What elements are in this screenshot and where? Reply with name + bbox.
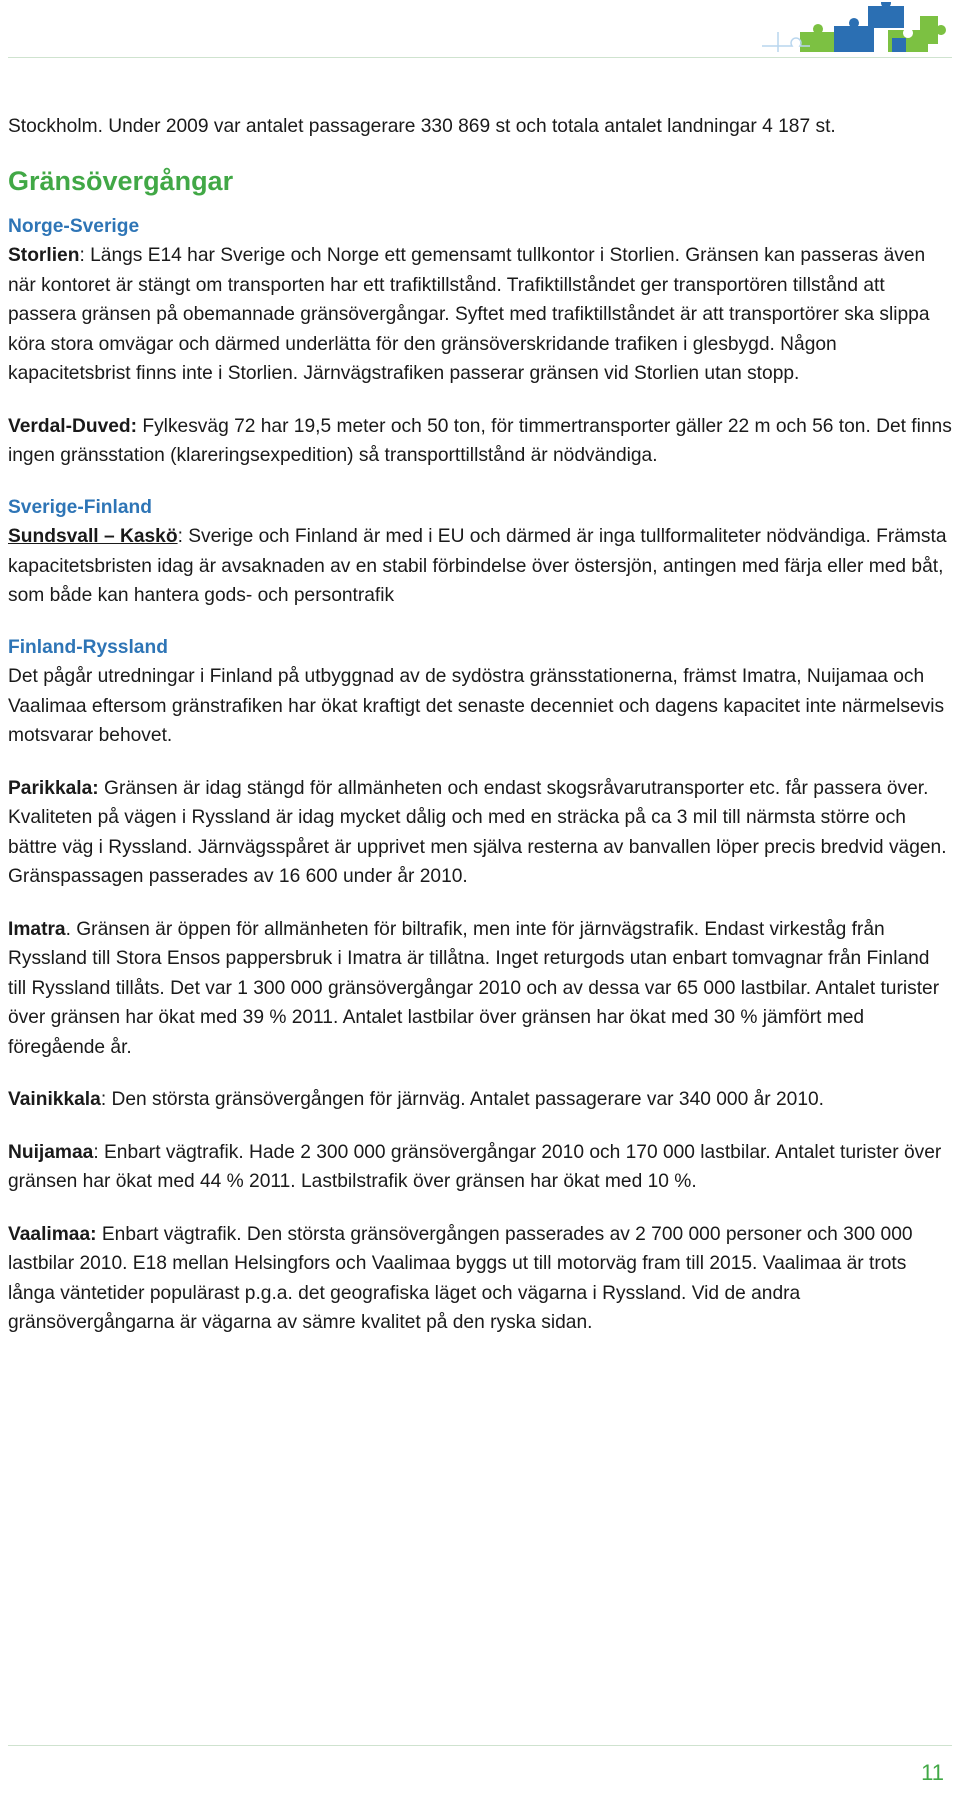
- paragraph-parikkala: [8, 774, 952, 892]
- subheading-finland-ryssland: Finland-Ryssland: [8, 636, 168, 658]
- text-nuijamaa: : Enbart vägtrafik. Hade 2 300 000 gränsövergångar 2010 och 170 000 lastbilar. Antalet turister över gränsen har ökat med 44 % 2011. Lastbilstrafik över gränsen har ökat med 10 %.: [8, 1141, 942, 1192]
- label-imatra: Imatra: [8, 918, 66, 940]
- label-storlien: Storlien: [8, 245, 80, 266]
- text-sundsvall-kasko: : Sverige och Finland är med i EU och därmed är inga tullformaliteter nödvändiga. Främsta kapacitetsbristen idag är avsaknaden av en stabil förbindelse över östersjön, antingen med färja eller med båt, som både kan hantera gods- och persontrafik: [8, 526, 947, 606]
- label-vaalimaa: Vaalimaa:: [8, 1223, 97, 1245]
- label-nuijamaa: Nuijamaa: [8, 1141, 94, 1163]
- paragraph-vainikkala: [8, 1085, 952, 1115]
- document-body: [8, 112, 952, 1338]
- label-vainikkala: Vainikkala: [8, 1089, 101, 1110]
- text-vainikkala: : Den största gränsövergången för järnväg. Antalet passagerare var 340 000 år 2010.: [100, 1089, 824, 1110]
- page-number: 11: [921, 1760, 944, 1785]
- text-imatra: . Gränsen är öppen för allmänheten för biltrafik, men inte för järnvägstrafik. Endast virkeståg från Ryssland till Stora Ensos pappersbruk i Imatra är tillåtna. Inget returgods utan enbart tomvagnar från Finland till Ryssland tillåts. Det var 1 300 000 gränsövergångar 2010 och av dessa var 65 000 lastbilar. Antalet turister över gränsen har ökat med 39 % 2011. Antalet lastbilar över gränsen har ökat med 30 % jämfört med föregående år.: [8, 918, 940, 1058]
- paragraph-storlien: [8, 241, 952, 389]
- text-verdal-duved: Fylkesväg 72 har 19,5 meter och 50 ton, för timmertransporter gäller 22 m och 56 ton. Det finns ingen gränsstation (klareringsexpedition) så transporttillstånd är nödvändiga.: [8, 415, 952, 466]
- paragraph-vaalimaa: [8, 1220, 952, 1338]
- label-parikkala: Parikkala:: [8, 777, 99, 799]
- section-heading: Gränsövergångar: [8, 165, 234, 196]
- paragraph-sundsvall-kasko: [8, 522, 952, 611]
- paragraph-imatra: [8, 915, 952, 1063]
- label-verdal-duved: Verdal-Duved:: [8, 415, 138, 437]
- text-parikkala: Gränsen är idag stängd för allmänheten och endast skogsråvarutransporter etc. får passera över. Kvaliteten på vägen i Ryssland är idag mycket dålig och med en sträcka på ca 3 mil till närmsta större och bättre väg i Ryssland. Järnvägsspåret är upprivet men själva resterna av banvallen löper precis bredvid vägen. Gränspassagen passerades av 16 600 under år 2010.: [8, 777, 947, 887]
- subheading-norge-sverige: Norge-Sverige: [8, 215, 140, 237]
- text-storlien: : Längs E14 har Sverige och Norge ett gemensamt tullkontor i Storlien. Gränsen kan passeras även när kontoret är stängt om transporten har ett trafiktillstånd. Trafiktillståndet ger transportören tillstånd att passera gränsen på obemannade gränsövergångar. Syftet med trafiktillståndet är att transportörer ska slippa köra stora omvägar och därmed underlätta för den gränsöverskridande trafiken i glesbygd. Någon kapacitetsbrist finns inte i Storlien. Järnvägstrafiken passerar gränsen vid Storlien utan stopp.: [8, 245, 930, 384]
- paragraph-verdal-duved: [8, 412, 952, 471]
- paragraph-finland-ryssland-intro: Det pågår utredningar i Finland på utbyggnad av de sydöstra gränsstationerna, främst Imatra, Nuijamaa och Vaalimaa eftersom gränstrafiken har ökat kraftigt det senaste decenniet och dagens kapacitet inte närmelsevis motsvarar behovet.: [8, 666, 945, 746]
- paragraph-nuijamaa: [8, 1138, 952, 1197]
- label-sundsvall-kasko: Sundsvall – Kaskö: [8, 526, 178, 547]
- puzzle-logo-icon: [760, 2, 956, 58]
- text-vaalimaa: Enbart vägtrafik. Den största gränsövergången passerades av 2 700 000 personer och 300 000 lastbilar 2010. E18 mellan Helsingfors och Vaalimaa byggs ut till motorväg fram till 2015. Vaalimaa är trots långa väntetider populärast p.g.a. det geografiska läget och vägarna i Ryssland. Vid de andra gränsövergångarna är vägarna av sämre kvalitet på den ryska sidan.: [8, 1223, 913, 1333]
- intro-paragraph: Stockholm. Under 2009 var antalet passagerare 330 869 st och totala antalet landningar 4 187 st.: [8, 116, 836, 137]
- footer-rule: [8, 1745, 952, 1746]
- subheading-sverige-finland: Sverige-Finland: [8, 496, 152, 518]
